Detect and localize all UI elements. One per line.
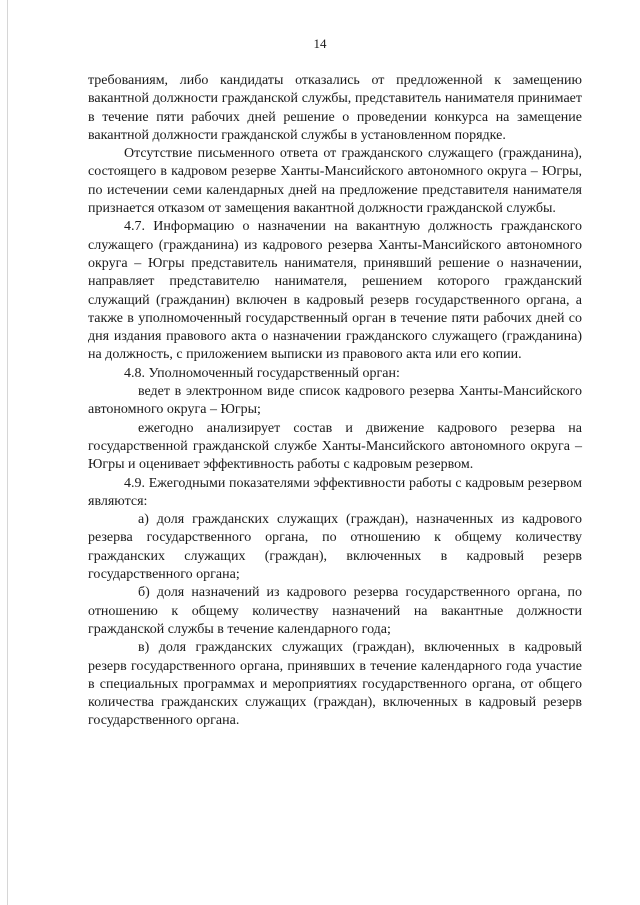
paragraph-4-8-item-list: ведет в электронном виде список кадрового резерва Ханты-Мансийского автономного округа – Югры; <box>88 384 582 418</box>
paragraph-4-7: 4.7. Информацию о назначении на вакантную должность гражданского служащего (гражданина) из кадрового резерва Ханты-Мансийского автономного округа – Югры представитель нанимателя, принявший решение о назначении, направляет представителю нанимателя, решением которого гражданский служащий (гражданин) включен в кадровый резерв государственного органа, а также в уполномоченный государственный орган в течение пяти рабочих дней со дня издания правового акта о назначении гражданского служащего (гражданина) на должность, с приложением выписки из правового акта или его копии. <box>88 219 582 363</box>
document-body <box>88 72 582 731</box>
paragraph-4-8: 4.8. Уполномоченный государственный орган: <box>124 365 400 381</box>
paragraph-4-8-item-analysis: ежегодно анализирует состав и движение кадрового резерва на государственной гражданской службе Ханты-Мансийского автономного округа – Югры и оценивает эффективность работы с кадровым резервом. <box>88 420 582 473</box>
paragraph-continuation: требованиям, либо кандидаты отказались от предложенной к замещению вакантной должности гражданской службы, представитель нанимателя принимает в течение пяти рабочих дней решение о проведении конкурса на замещение вакантной должности гражданской службы в установленном порядке. <box>88 73 582 143</box>
paragraph-no-response: Отсутствие письменного ответа от гражданского служащего (гражданина), состоящего в кадровом резерве Ханты-Мансийского автономного округа – Югры, по истечении семи календарных дней на предложение представителя нанимателя признается отказом от замещения вакантной должности гражданской службы. <box>88 146 582 217</box>
paragraph-4-9-item-a: а) доля гражданских служащих (граждан), назначенных из кадрового резерва государственного органа, по отношению к общему количеству гражданских служащих (граждан), включенных в кадровый резерв государственного органа; <box>88 512 582 583</box>
scan-edge-line <box>7 0 8 905</box>
paragraph-4-9-item-c: в) доля гражданских служащих (граждан), включенных в кадровый резерв государственного органа, принявших в течение календарного года участие в специальных программах и мероприятиях государственного органа, от общего количества гражданских служащих (граждан), включенных в кадровый резерв государственного органа. <box>88 640 582 729</box>
page-number: 14 <box>313 36 327 51</box>
paragraph-4-9: 4.9. Ежегодными показателями эффективности работы с кадровым резервом являются: <box>88 475 582 509</box>
paragraph-4-9-item-b: б) доля назначений из кадрового резерва государственного органа, по отношению к общему количеству назначений на вакантные должности гражданской службы в течение календарного года; <box>88 585 582 637</box>
